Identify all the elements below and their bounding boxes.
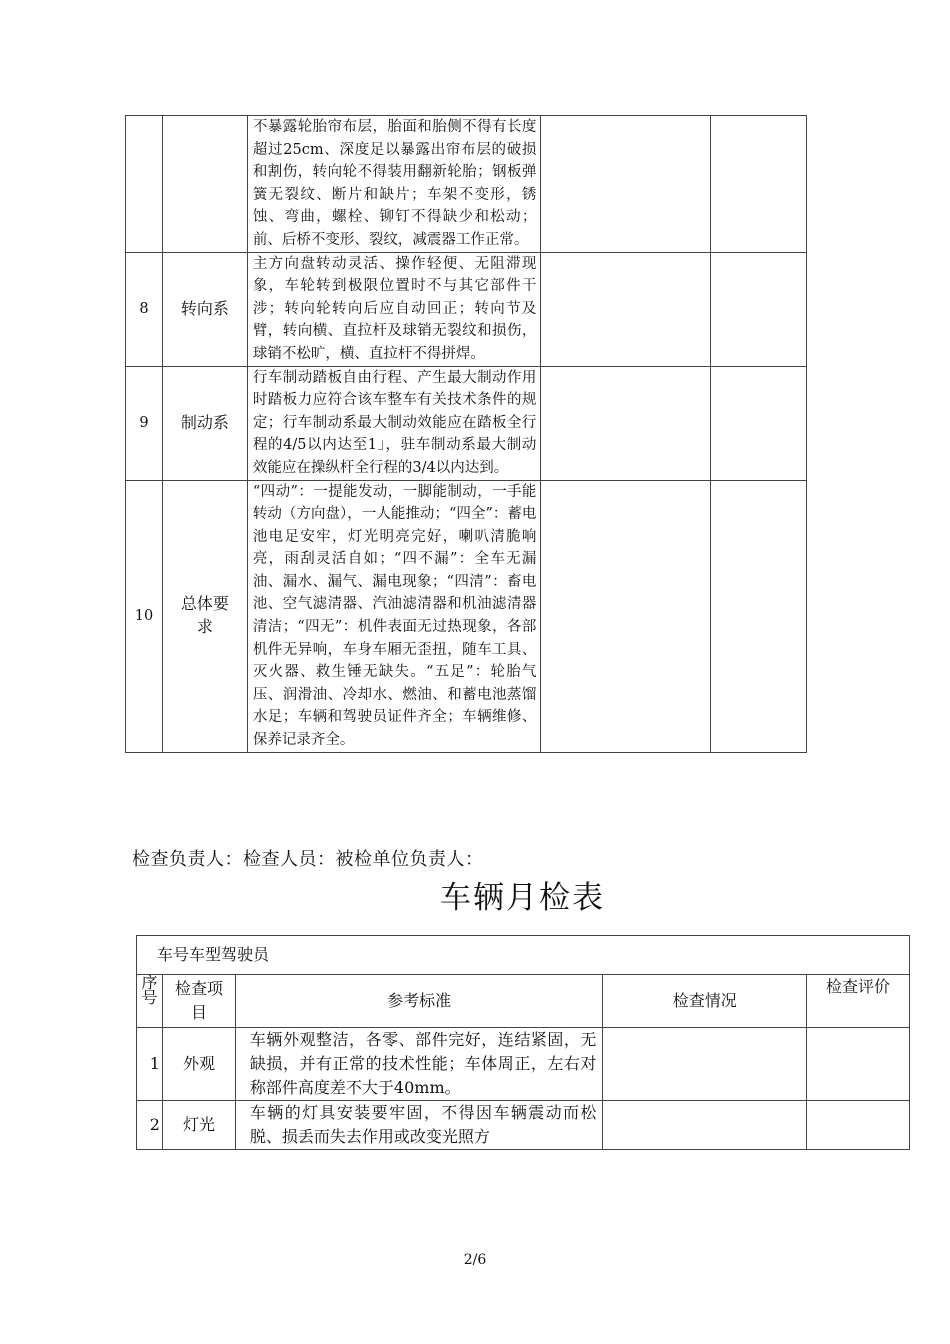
row-item: 灯光 [162, 1101, 235, 1150]
row-rating-cell [807, 1101, 910, 1150]
row-standard: 主方向盘转动灵活、操作轻便、无阻滞现象，车轮转到极限位置时不与其它部件干涉；转向轮转向后应自动回正；转向节及臂，转向横、直拉杆及球销无裂纹和损伤，球销不松旷，横、直拉杆不得拼焊。 [247, 252, 541, 366]
page-number: 2/6 [463, 1252, 487, 1268]
row-number: 9 [126, 366, 163, 480]
row-rating-cell [711, 116, 807, 253]
table-header-row [137, 975, 910, 1028]
page-title: 车辆月检表 [440, 880, 605, 916]
table-row [126, 252, 807, 366]
row-standard: 车辆外观整洁，各零、部件完好，连结紧固，无缺损，并有正常的技术性能；车体周正，左右对称部件高度差不大于40mm。 [235, 1028, 603, 1101]
row-number [126, 116, 163, 253]
row-status-cell [541, 366, 711, 480]
row-standard: 不暴露轮胎帘布层，胎面和胎侧不得有长度超过25cm、深度足以暴露出帘布层的破损和割伤，转向轮不得装用翻新轮胎；钢板弹簧无裂纹、断片和缺片；车架不变形，锈蚀、弯曲，螺栓、铆钉不得缺少和松动；前、后桥不变形、裂纹，减震器工作正常。 [247, 116, 541, 253]
header-item: 检查项目 [162, 975, 235, 1028]
header-standard: 参考标准 [235, 975, 603, 1028]
table-row [126, 366, 807, 480]
row-status-cell [603, 1028, 807, 1101]
table-row [137, 1028, 910, 1101]
vehicle-info-row: 车号车型驾驶员 [137, 936, 910, 975]
row-item: 外观 [162, 1028, 235, 1101]
row-number: 2 [137, 1101, 163, 1150]
table-row [126, 480, 807, 752]
row-number: 8 [126, 252, 163, 366]
header-status: 检查情况 [603, 975, 807, 1028]
row-standard: “四动”：一提能发动，一脚能制动，一手能转动（方向盘），一人能推动；“四全”：蓄电池电足安牢，灯光明亮完好，喇叭清脆响亮，雨刮灵活自如；“四不漏”：全车无漏油、漏水、漏气、漏电现象；“四清”：畜电池、空气滤清器、汽油滤清器和机油滤清器清洁；“四无”：机件表面无过热现象，各部机件无异响，车身车厢无歪扭，随车工具、灭火器、救生锤无缺失。“五足”：轮胎气压、润滑油、冷却水、燃油、和蓄电池蒸馏水足；车辆和驾驶员证件齐全；车辆维修、保养记录齐全。 [247, 480, 541, 752]
header-rating: 检查评价 [807, 975, 910, 1028]
row-standard: 行车制动踏板自由行程、产生最大制动作用时踏板力应符合该车整车有关技术条件的规定；行车制动系最大制动效能应在踏板全行程的4/5以内达至1」，驻车制动系最大制动效能应在操纵杆全行程的3/4以内达到。 [247, 366, 541, 480]
monthly-inspection-table [136, 935, 910, 1150]
row-rating-cell [807, 1028, 910, 1101]
row-item: 总体要求 [162, 480, 247, 752]
table-row [126, 116, 807, 253]
inspection-table-continued [125, 115, 807, 753]
row-item: 转向系 [162, 252, 247, 366]
row-number: 1 [137, 1028, 163, 1101]
signature-line: 检查负责人：检查人员：被检单位负责人： [132, 849, 484, 870]
row-item [162, 116, 247, 253]
row-item: 制动系 [162, 366, 247, 480]
row-rating-cell [711, 252, 807, 366]
row-rating-cell [711, 480, 807, 752]
row-rating-cell [711, 366, 807, 480]
row-status-cell [541, 116, 711, 253]
row-number: 10 [126, 480, 163, 752]
row-status-cell [603, 1101, 807, 1150]
row-standard: 车辆的灯具安装要牢固，不得因车辆震动而松脱、损丢而失去作用或改变光照方 [235, 1101, 603, 1150]
header-number: 序号 [137, 975, 163, 1028]
row-status-cell [541, 480, 711, 752]
table-row [137, 1101, 910, 1150]
row-status-cell [541, 252, 711, 366]
